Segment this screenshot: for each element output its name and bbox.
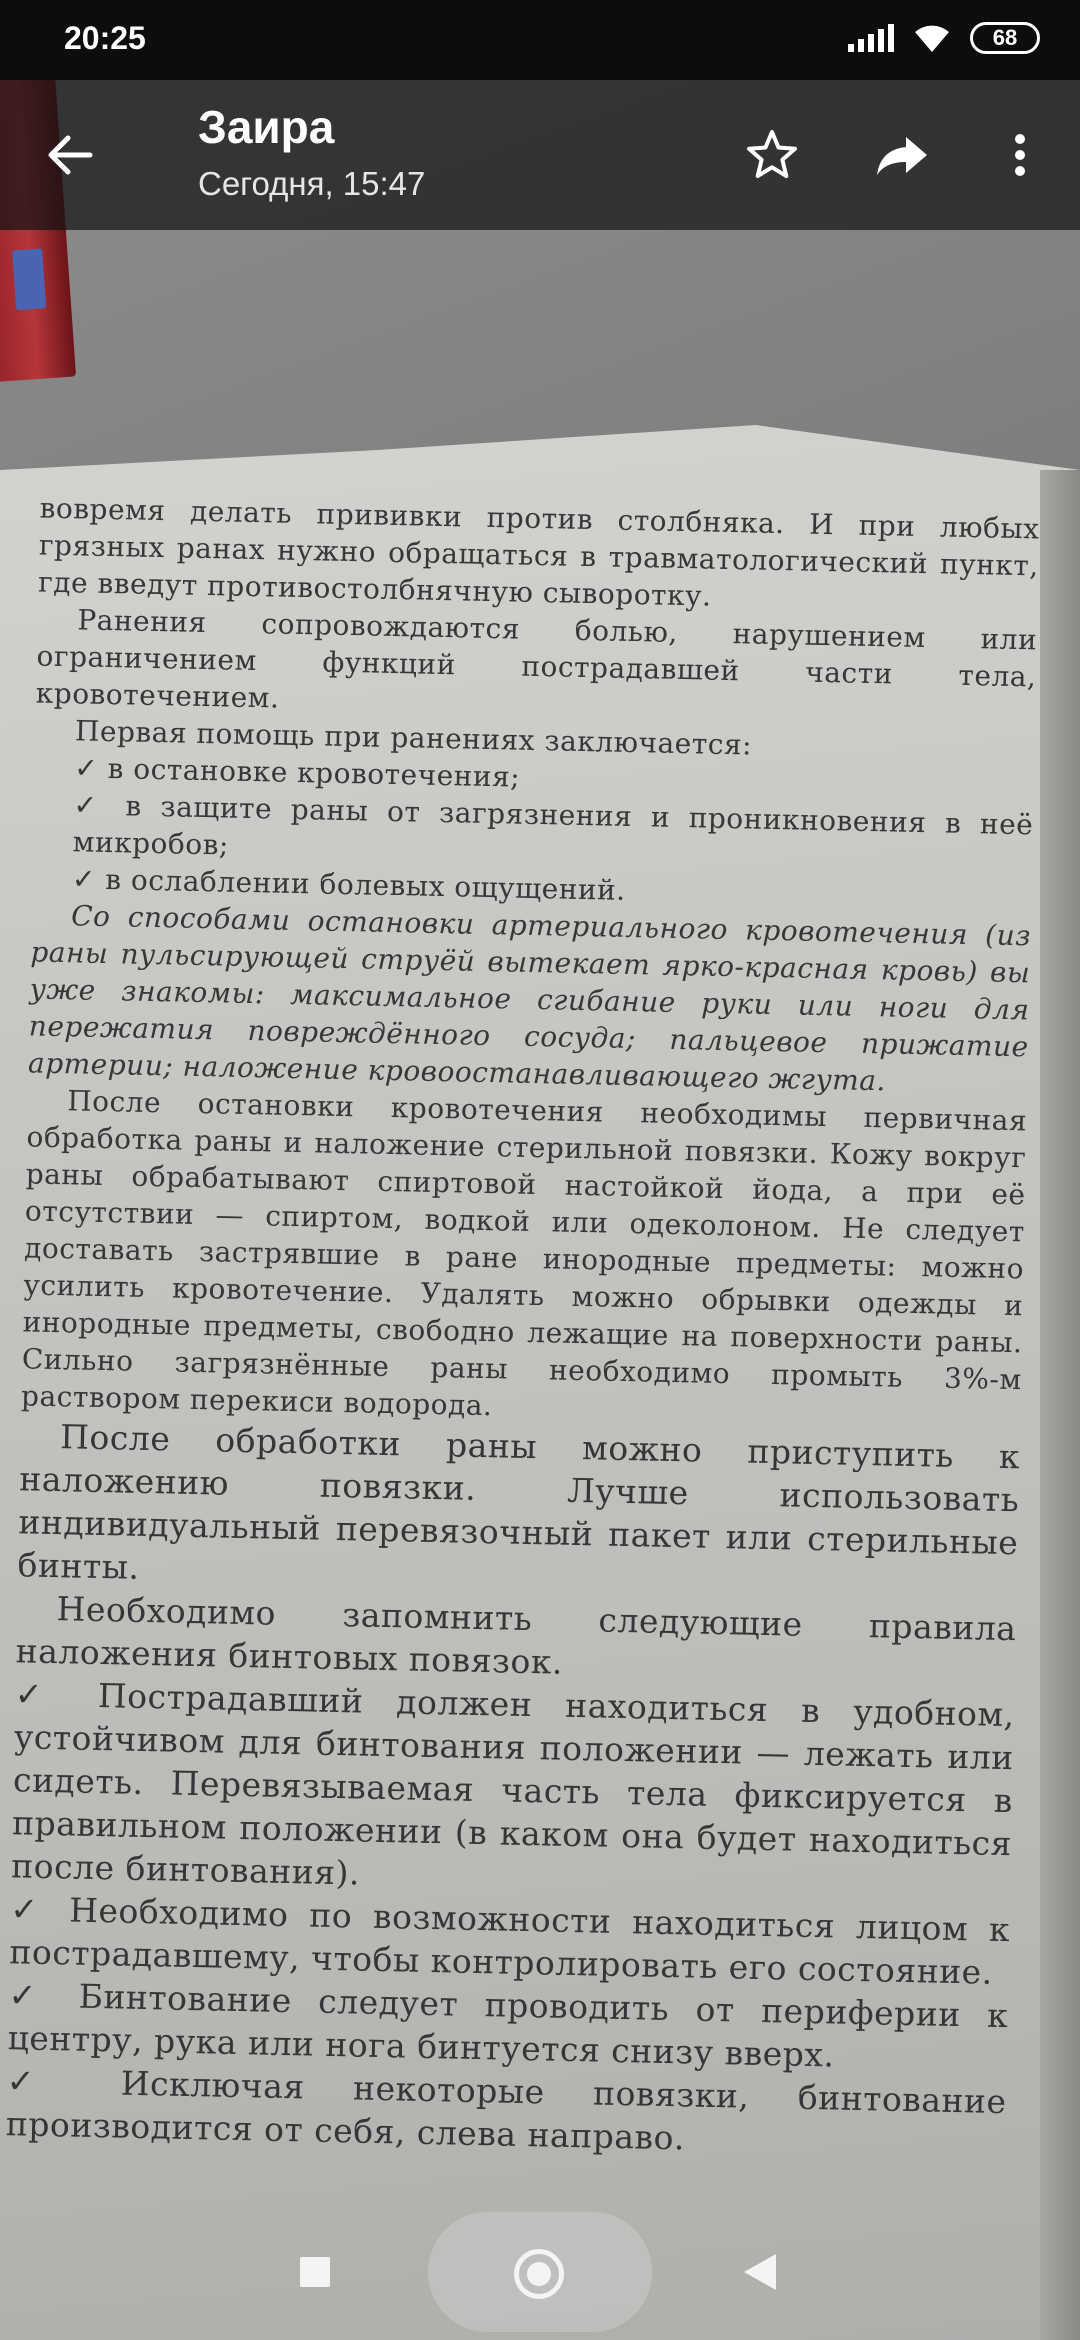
share-arrow-icon	[872, 125, 932, 185]
list-item: ✓ Необходимо по возможности находиться лицом к пострадавшему, чтобы контролировать его состояние.	[9, 1889, 1011, 1992]
paragraph: вовремя делать прививки против столбняка. И при любых грязных ранах нужно обращаться в травматологический пункт, где введут противостолбнячную сыворотку.	[37, 491, 1040, 613]
arrow-left-icon	[40, 125, 100, 185]
paragraph: После остановки кровотечения необходимы первичная обработка раны и наложение стерильной повязки. Кожу вокруг раны обрабатывают спиртовой настойкой йода, а при её отсутствии — спиртом, водкой или одеколоном. Не следует доставать застрявшие в ране инородные предметы: можно усилить кровотечение. Удалять можно обрывки одежды и инородные предметы, свободно лежащие на поверхности раны. Сильно загрязнённые раны необходимо промыть 3%-м раствором перекиси водорода.	[20, 1084, 1028, 1423]
navigation-bar	[0, 2200, 1080, 2340]
paragraph: Ранения сопровождаются болью, нарушением или ограничением функций пострадавшей части тела, кровотечением.	[35, 603, 1038, 715]
paragraph: Необходимо запомнить следующие правила наложения бинтовых повязок.	[15, 1589, 1017, 1682]
message-date: Сегодня, 15:47	[198, 165, 426, 202]
star-icon	[742, 125, 802, 185]
square-icon[interactable]	[300, 2257, 330, 2287]
paragraph: После обработки раны можно приступить к наложению повязки. Лучше использовать индивидуальный перевязочный пакет или стерильные бинты.	[17, 1417, 1021, 1587]
list-item: ✓ в защите раны от загрязнения и проникновения в неё микробов;	[72, 788, 1034, 862]
signal-icon	[848, 24, 894, 52]
list-item: ✓ в ослаблении болевых ощущений.	[71, 862, 627, 907]
wifi-icon	[912, 22, 952, 54]
status-time: 20:25	[64, 20, 146, 56]
more-options-button[interactable]	[990, 125, 1050, 185]
book-text	[5, 490, 1039, 2167]
paragraph: Со способами остановки артериального кровотечения (из раны пульсирующей струёй вытекает ярко-красная кровь) вы уже знакомы: максимальное сгибание руки или ноги для пережатия повреждённого сосуда; пальцевое прижатие артерии; наложение кровоостанавливающего жгута.	[27, 899, 1032, 1098]
battery-level: 68	[992, 25, 1018, 50]
list-item: ✓ Бинтование следует проводить от периферии к центру, рука или нога бинтуется снизу вверх.	[7, 1975, 1009, 2075]
list-item: ✓ в остановке кровотечения;	[73, 751, 521, 794]
page-edge	[1040, 470, 1080, 2340]
paragraph: Первая помощь при ранениях заключается:	[74, 714, 753, 762]
battery-icon	[970, 22, 1040, 54]
more-vert-icon	[990, 125, 1050, 185]
contact-name: Заира	[198, 101, 335, 153]
share-button[interactable]	[872, 125, 932, 185]
list-item: ✓ Пострадавший должен находиться в удобном, устойчивом для бинтования положении — лежать или сидеть. Перевязываемая часть тела фиксируется в правильном положении (в каком она будет находиться после бинтования).	[10, 1674, 1016, 1893]
back-button[interactable]	[40, 125, 100, 185]
favorite-button[interactable]	[742, 125, 802, 185]
status-icons	[848, 22, 1040, 54]
circle-home-icon[interactable]	[514, 2249, 564, 2299]
app-bar	[0, 80, 1080, 230]
status-bar	[0, 0, 1080, 80]
list-item: ✓ Исключая некоторые повязки, бинтование производится от себя, слева направо.	[5, 2061, 1007, 2158]
triangle-back-icon[interactable]	[742, 2252, 778, 2292]
